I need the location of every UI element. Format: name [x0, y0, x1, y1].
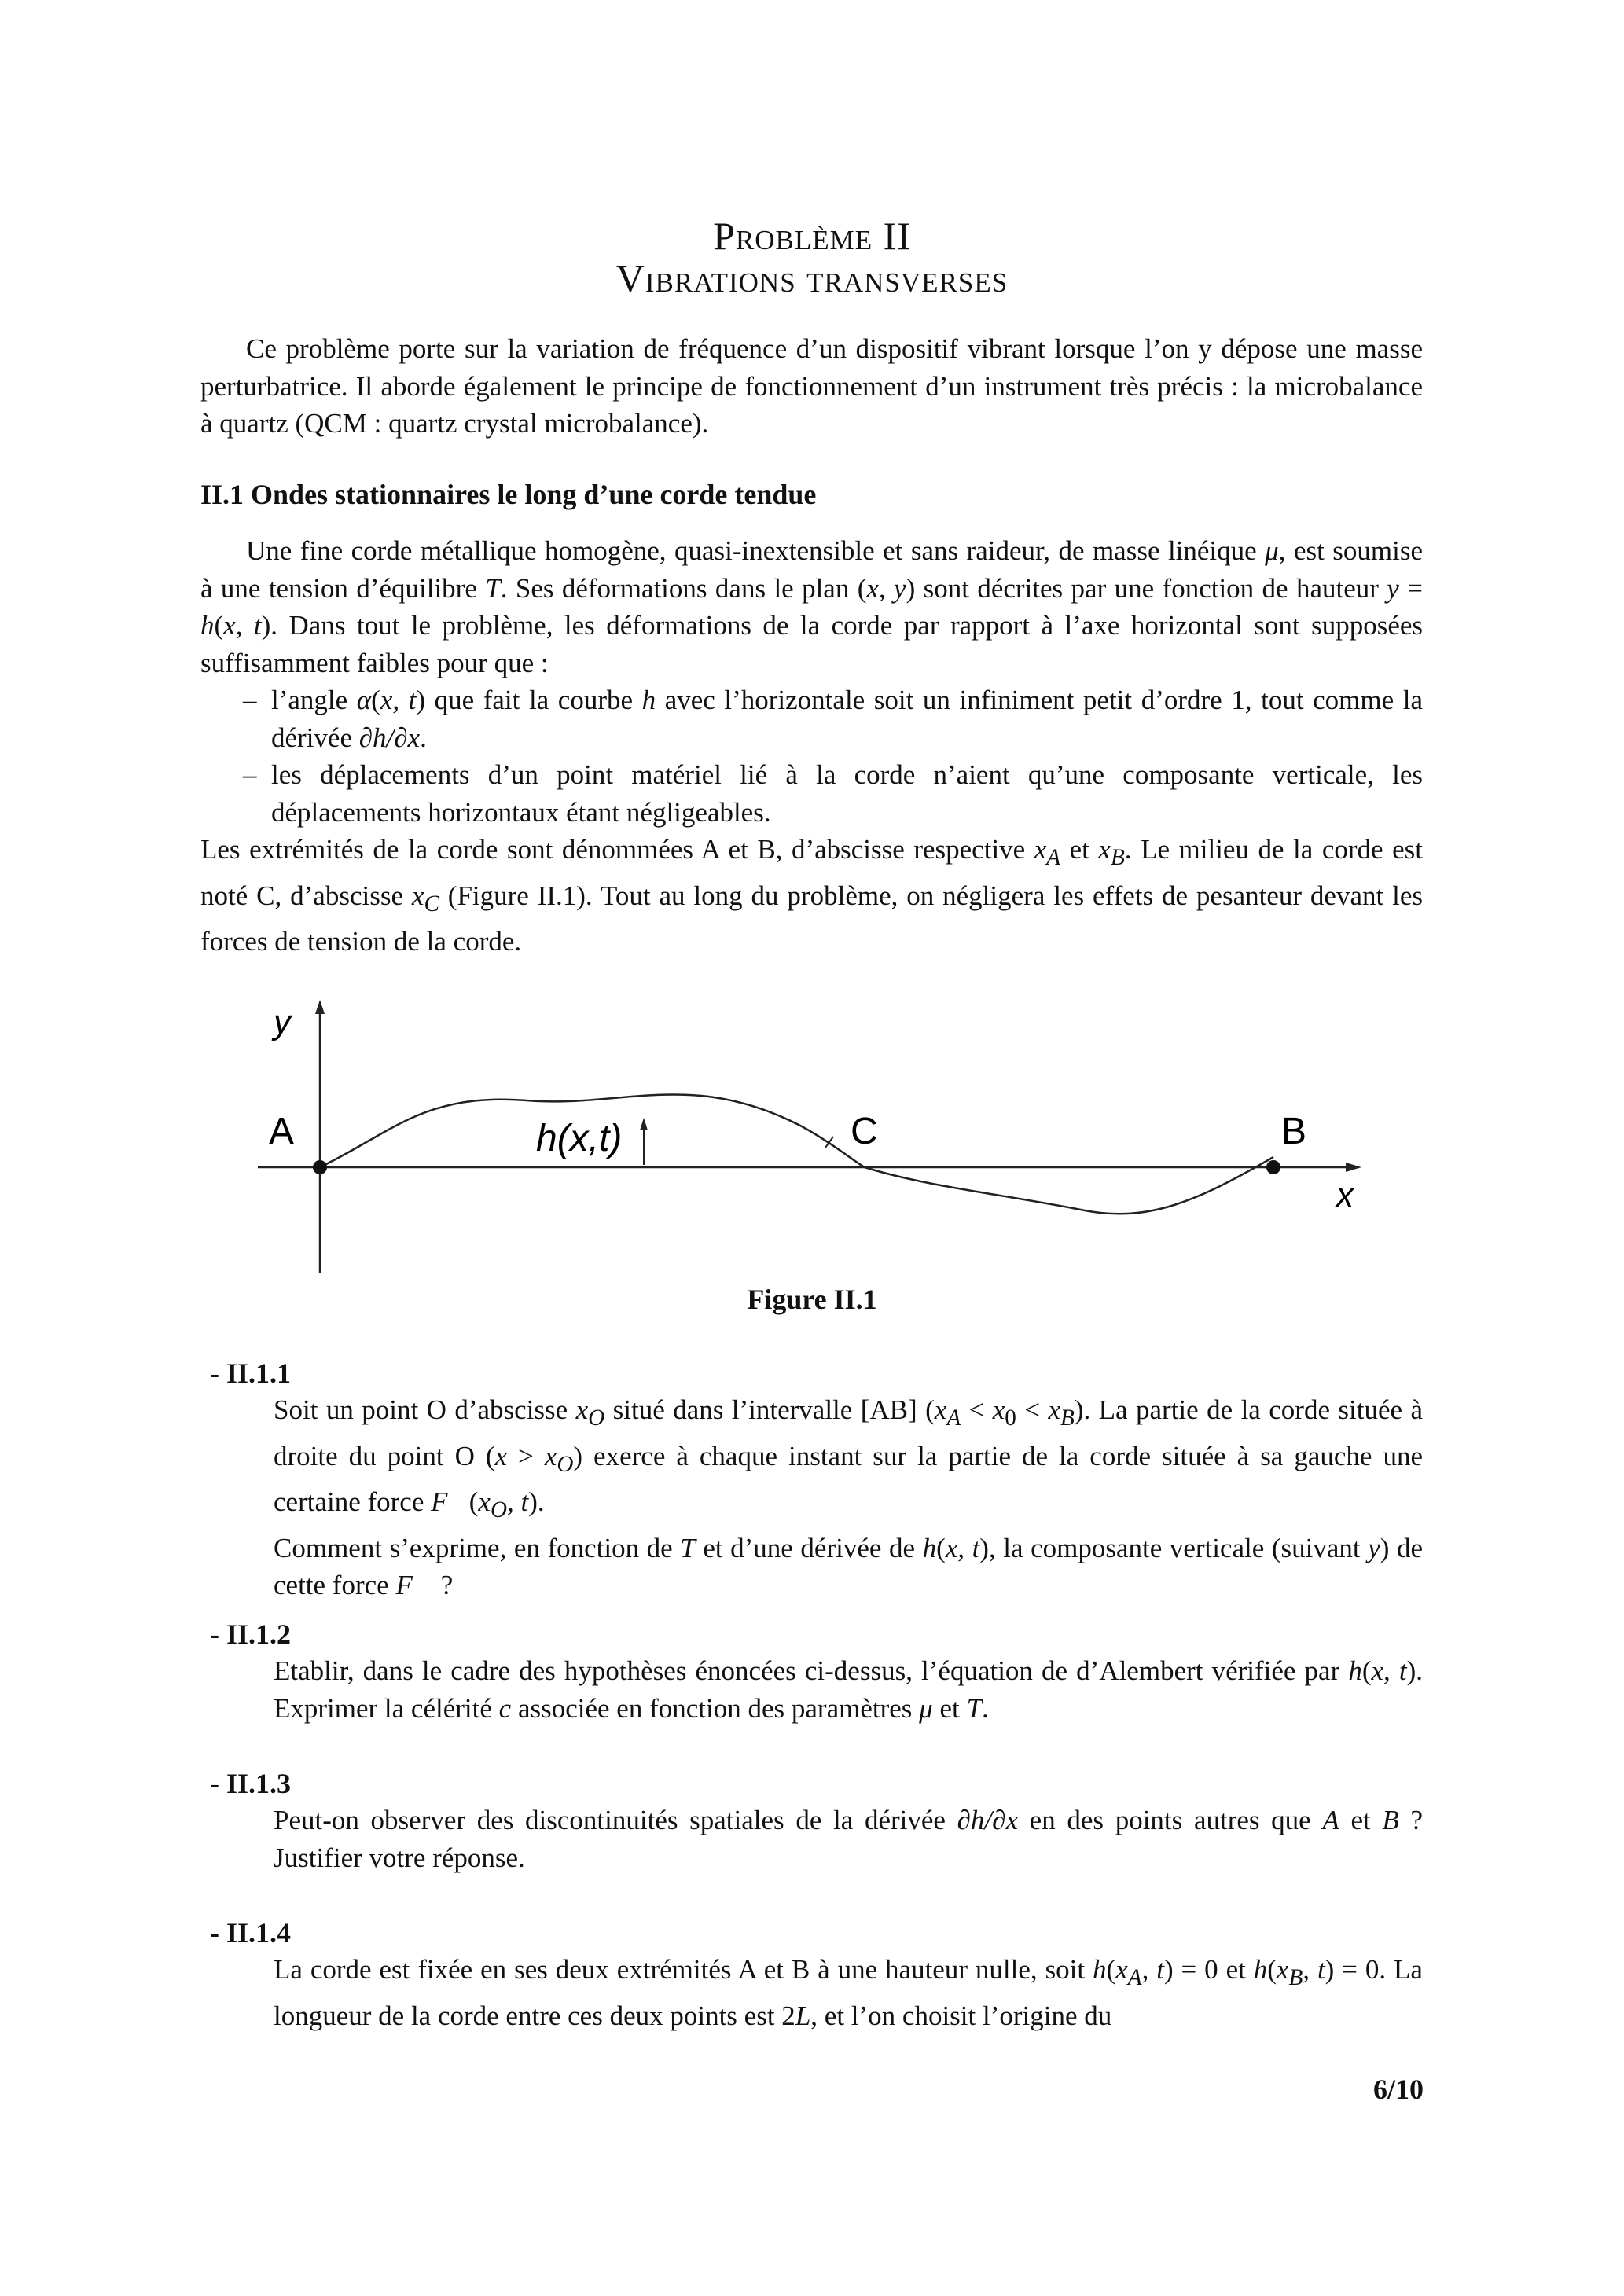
intro-text: Ce problème porte sur la variation de fréquence d’un dispositif vibrant lorsque l’on y dépose une masse perturbatrice. Il aborde également le principe de fonctionnement d’un instrument très précis : la microbalance à quartz (QCM : quartz crystal microbalance).: [200, 333, 1423, 439]
problem-title: Problème II: [713, 214, 911, 258]
section-paragraph-text: Une fine corde métallique homogène, quasi-inextensible et sans raideur, de masse linéique μ, est soumise à une tension d’équilibre T. Ses déformations dans le plan (x, y) sont décrites par une fonction de hauteur y = h(x, t). Dans tout le problème, les déformations de la corde par rapport à l’axe horizontal sont supposées suffisamment faibles pour que :: [200, 535, 1424, 678]
question-body: Etablir, dans le cadre des hypothèses énoncées ci-dessus, l’équation de d’Alembert vérifiée par h(x, t). Exprimer la célérité c associée en fonction des paramètres μ et T.: [274, 1655, 1423, 1724]
question-label: - II.1.1: [210, 1357, 292, 1389]
y-axis-arrow-icon: [315, 1000, 325, 1014]
section-paragraph: [200, 532, 1423, 681]
question-label: - II.1.3: [210, 1768, 292, 1799]
x-axis-label: x: [1336, 1176, 1354, 1214]
problem-subtitle: Vibrations transverses: [615, 256, 1009, 300]
y-axis-label: y: [274, 1003, 291, 1041]
x-axis-arrow-icon: [1346, 1163, 1361, 1172]
question-label: - II.1.2: [210, 1618, 292, 1650]
question-body: La corde est fixée en ses deux extrémités A et B à une hauteur nulle, soit $h(x_A$, t) = 0 et $h(x_B$, t) = 0. La longueur de la corde entre ces deux points est 2L, et l’on choisit l’origine du: [274, 1954, 1423, 2031]
section-continuation-text: Les extrémités de la corde sont dénommées A et B, d’abscisse respective $x_A$ et $x_B$. Le milieu de la corde est noté C, d’abscisse $x_C$ (Figure II.1). Tout au long du problème, on négligera les effets de pesanteur devant les forces de tension de la corde.: [200, 834, 1424, 957]
intro-paragraph: [200, 330, 1423, 443]
list-item: – les déplacements d’un point matériel lié à la corde n’aient qu’une composante verticale, les déplacements horizontaux étant négligeables.: [243, 759, 1423, 828]
height-arrow-head-icon: [640, 1118, 648, 1130]
list-item: – l’angle α(x, t) que fait la courbe h avec l’horizontale soit un infiniment petit d’ordre 1, tout comme la dérivée ∂h/∂x.: [243, 685, 1423, 753]
question-body: Peut-on observer des discontinuités spatiales de la dérivée ∂h/∂x en des points autres que A et B ? Justifier votre réponse.: [274, 1805, 1423, 1873]
list-item-text: les déplacements d’un point matériel lié à la corde n’aient qu’une composante verticale, les déplacements horizontaux étant négligeables.: [271, 759, 1423, 828]
hypotheses-list: [200, 681, 1423, 831]
section-heading: II.1 Ondes stationnaires le long d’une corde tendue: [200, 479, 817, 510]
string-curve: [320, 1094, 1273, 1214]
point-b-marker: [1266, 1160, 1280, 1174]
section-continuation: [200, 831, 1423, 961]
question-body: Soit un point O d’abscisse $x_O$ situé dans l’intervalle [AB] $(x_A < x_0 < x_B)$. La partie de la corde située à droite du point O $(x > x_O)$ exerce à chaque instant sur la partie de la corde située à sa gauche une certaine force $F⃗(x_O$, t). Comment s’exprime, en fonction de T et d’une dérivée de h(x, t), la composante verticale (suivant y) de cette force F⃗ ?: [274, 1394, 1424, 1600]
figure-string-diagram: [252, 983, 1383, 1289]
figure-caption: Figure II.1: [747, 1284, 877, 1315]
point-b-label: B: [1281, 1111, 1307, 1152]
point-a-marker: [313, 1160, 327, 1174]
height-function-label: h(x,t): [536, 1118, 623, 1159]
point-a-label: A: [269, 1111, 295, 1152]
question-label: - II.1.4: [210, 1917, 292, 1949]
list-item-text: l’angle α(x, t) que fait la courbe h avec l’horizontale soit un infiniment petit d’ordre 1, tout comme la dérivée ∂h/∂x.: [271, 685, 1423, 753]
page-number: 6/10: [1372, 2074, 1424, 2105]
point-c-label: C: [851, 1111, 878, 1152]
